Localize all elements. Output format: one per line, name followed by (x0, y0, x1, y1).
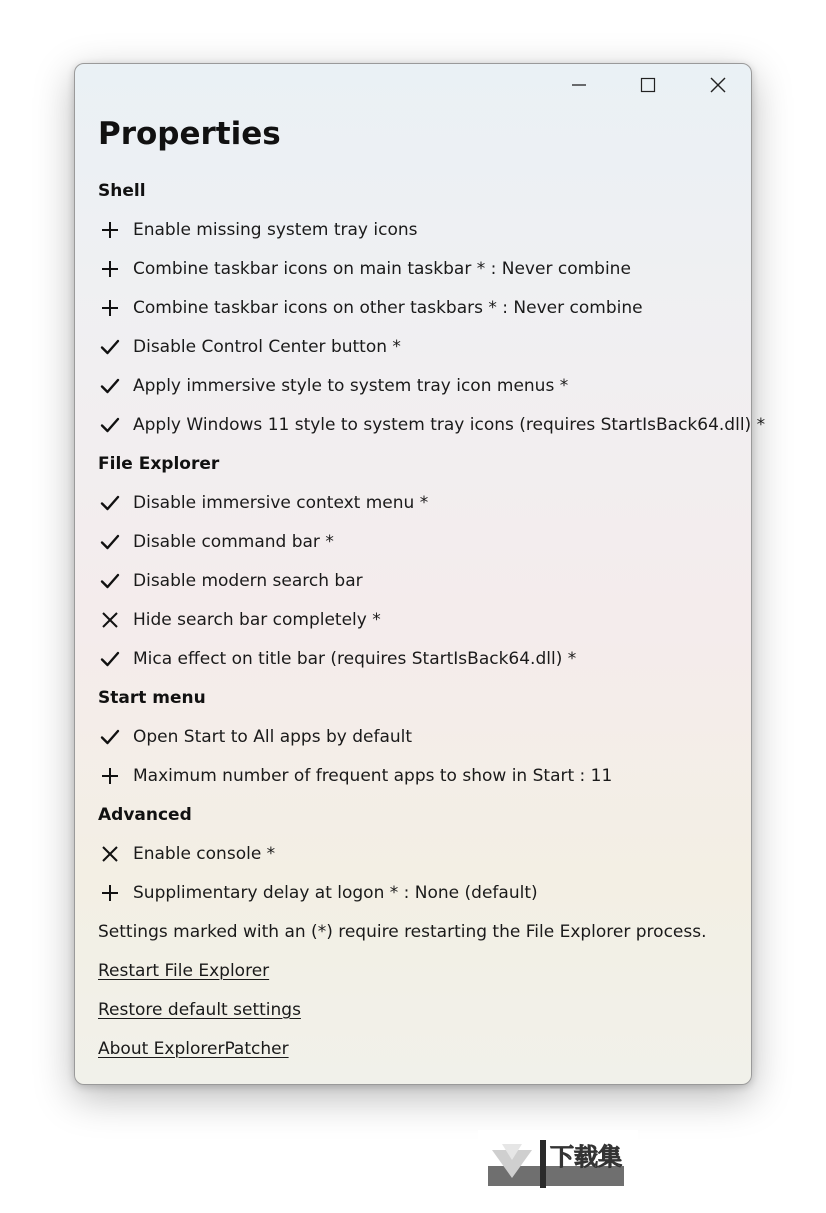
check-icon (98, 569, 122, 593)
check-icon (98, 335, 122, 359)
restart-note: Settings marked with an (*) require restarting the File Explorer process. (98, 921, 707, 942)
setting-logon-delay[interactable] (98, 873, 738, 912)
setting-label: Mica effect on title bar (requires StartIsBack64.dll) * (133, 648, 577, 669)
restore-default-settings-link[interactable]: Restore default settings (98, 999, 301, 1020)
setting-mica-title-bar[interactable] (98, 639, 738, 678)
setting-disable-command-bar[interactable] (98, 522, 738, 561)
minimize-icon (571, 77, 587, 97)
setting-label: Disable immersive context menu * (133, 492, 429, 513)
check-icon (98, 530, 122, 554)
setting-label: Disable modern search bar (133, 570, 363, 591)
setting-combine-main-taskbar[interactable] (98, 249, 738, 288)
plus-icon (98, 764, 122, 788)
setting-disable-modern-search-bar[interactable] (98, 561, 738, 600)
setting-enable-console[interactable] (98, 834, 738, 873)
maximize-button[interactable] (625, 72, 671, 102)
check-icon (98, 725, 122, 749)
setting-combine-other-taskbars[interactable] (98, 288, 738, 327)
setting-label: Apply immersive style to system tray icon menus * (133, 375, 569, 396)
setting-label: Enable missing system tray icons (133, 219, 418, 240)
check-icon (98, 374, 122, 398)
setting-disable-control-center[interactable] (98, 327, 738, 366)
minimize-button[interactable] (556, 72, 602, 102)
setting-label: Maximum number of frequent apps to show in Start : 11 (133, 765, 613, 786)
section-title-shell: Shell (98, 180, 146, 201)
setting-label: Disable Control Center button * (133, 336, 401, 357)
close-button[interactable] (695, 72, 741, 102)
section-title-advanced: Advanced (98, 804, 192, 825)
about-explorerpatcher-link[interactable]: About ExplorerPatcher (98, 1038, 289, 1059)
setting-label: Open Start to All apps by default (133, 726, 413, 747)
page-title: Properties (98, 116, 281, 152)
setting-label: Disable command bar * (133, 531, 334, 552)
setting-label: Combine taskbar icons on main taskbar * : Never combine (133, 258, 631, 279)
check-icon (98, 647, 122, 671)
restart-file-explorer-link[interactable]: Restart File Explorer (98, 960, 270, 981)
setting-label: Combine taskbar icons on other taskbars * : Never combine (133, 297, 643, 318)
setting-hide-search-bar[interactable] (98, 600, 738, 639)
setting-enable-missing-tray-icons[interactable] (98, 210, 738, 249)
setting-max-frequent-apps[interactable] (98, 756, 738, 795)
x-icon (98, 842, 122, 866)
plus-icon (98, 881, 122, 905)
watermark-logo (478, 1130, 638, 1192)
plus-icon (98, 218, 122, 242)
watermark-text: 下载集 (550, 1143, 622, 1171)
check-icon (98, 413, 122, 437)
maximize-icon (640, 77, 656, 97)
setting-label: Supplimentary delay at logon * : None (default) (133, 882, 538, 903)
setting-win11-tray-style[interactable] (98, 405, 766, 444)
setting-label: Enable console * (133, 843, 276, 864)
settings-list (98, 171, 766, 1068)
check-icon (98, 491, 122, 515)
setting-immersive-tray-menus[interactable] (98, 366, 738, 405)
setting-open-start-all-apps[interactable] (98, 717, 738, 756)
close-icon (709, 76, 727, 98)
properties-window (74, 63, 766, 1085)
section-title-start-menu: Start menu (98, 687, 206, 708)
x-icon (98, 608, 122, 632)
setting-label: Apply Windows 11 style to system tray icons (requires StartIsBack64.dll) * (133, 414, 766, 435)
setting-disable-immersive-context-menu[interactable] (98, 483, 738, 522)
setting-label: Hide search bar completely * (133, 609, 381, 630)
plus-icon (98, 257, 122, 281)
section-title-file-explorer: File Explorer (98, 453, 220, 474)
plus-icon (98, 296, 122, 320)
